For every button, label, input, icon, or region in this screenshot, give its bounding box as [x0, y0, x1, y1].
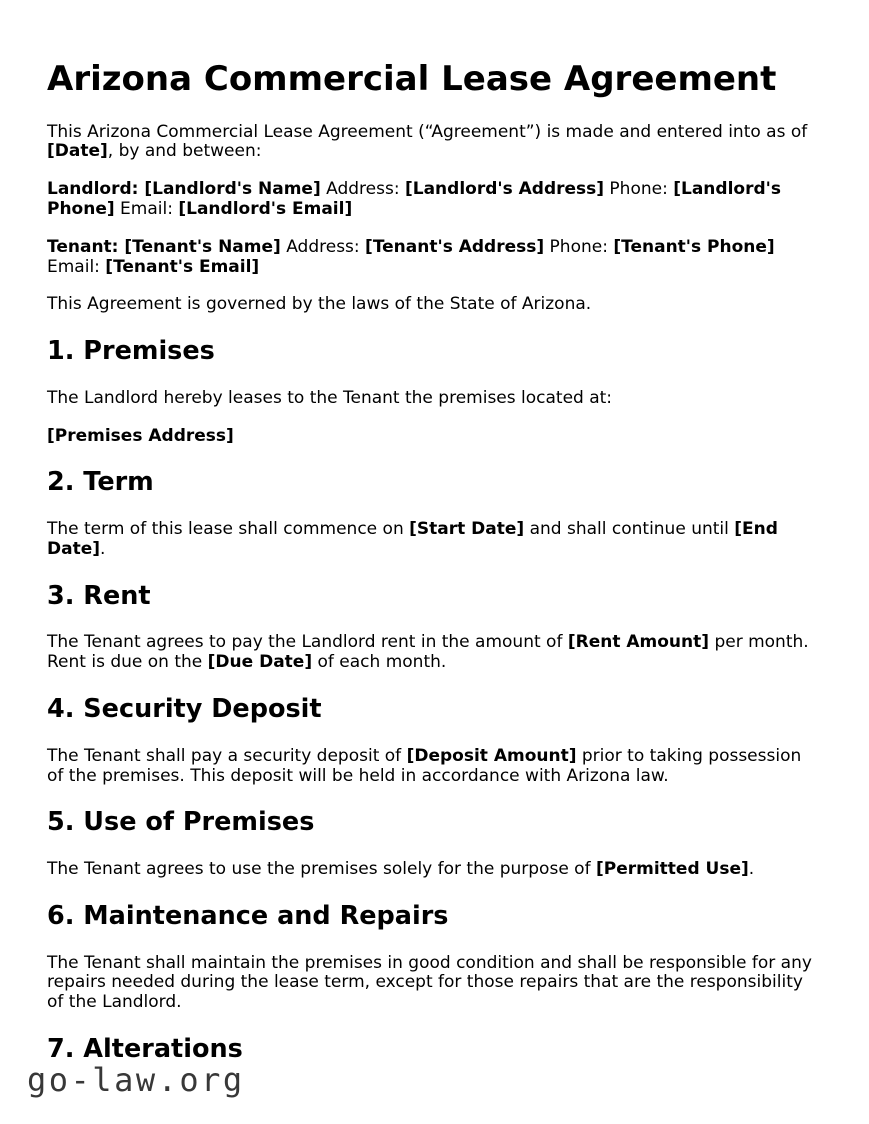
- watermark-go-law: go-law.org: [27, 1061, 245, 1099]
- bold-placeholder: [Date]: [47, 141, 108, 162]
- section-heading-term: 2. Term: [47, 467, 154, 498]
- paragraph-landlord-info: Landlord: [Landlord's Name] Address: [Landlord's Address] Phone: [Landlord's Phone] Email: [Landlord's Email]: [47, 179, 781, 219]
- bold-placeholder: [Premises Address]: [47, 425, 234, 446]
- section-heading-security-deposit: 4. Security Deposit: [47, 694, 322, 725]
- section-heading-use-of-premises: 5. Use of Premises: [47, 807, 315, 838]
- bold-placeholder: [Landlord's Address]: [404, 179, 605, 200]
- section-heading-rent: 3. Rent: [47, 580, 151, 611]
- bold-placeholder: Tenant: [Tenant's Name]: [47, 236, 281, 257]
- bold-placeholder: [Permitted Use]: [595, 859, 749, 880]
- paragraph-rent-body: The Tenant agrees to pay the Landlord rent in the amount of [Rent Amount] per month. Rent is due on the [Due Date] of each month.: [47, 632, 809, 673]
- bold-placeholder: [Due Date]: [207, 652, 313, 673]
- bold-placeholder: [Tenant's Phone]: [613, 236, 775, 257]
- section-heading-maintenance-and-repairs: 6. Maintenance and Repairs: [47, 900, 449, 931]
- bold-placeholder: [Landlord's Phone]: [47, 179, 781, 219]
- paragraph-tenant-info: Tenant: [Tenant's Name] Address: [Tenant's Address] Phone: [Tenant's Phone] Email: [Tenant's Email]: [47, 236, 775, 277]
- paragraph-security-deposit-body: The Tenant shall pay a security deposit of [Deposit Amount] prior to taking possession of the premises. This deposit will be held in accordance with Arizona law.: [47, 745, 802, 786]
- paragraph-governing-law: This Agreement is governed by the laws of the State of Arizona.: [47, 294, 592, 315]
- bold-placeholder: [Tenant's Address]: [365, 236, 545, 257]
- paragraph-maintenance-body: The Tenant shall maintain the premises in good condition and shall be responsible for any repairs needed during the lease term, except for those repairs that are the responsibility of the Landlord.: [47, 952, 812, 1013]
- bold-placeholder: [End Date]: [47, 519, 778, 559]
- paragraph-intro: This Arizona Commercial Lease Agreement (“Agreement”) is made and entered into as of [Date], by and between:: [47, 121, 808, 162]
- bold-placeholder: [Start Date]: [409, 519, 525, 540]
- paragraph-use-of-premises-body: The Tenant agrees to use the premises solely for the purpose of [Permitted Use].: [47, 859, 755, 880]
- bold-placeholder: Landlord: [Landlord's Name]: [47, 179, 321, 200]
- bold-placeholder: [Landlord's Email]: [178, 199, 353, 219]
- section-heading-premises: 1. Premises: [47, 336, 215, 367]
- paragraph-premises-address: [47, 427, 819, 447]
- section-heading-alterations: 7. Alterations: [47, 1033, 243, 1064]
- document-title: Arizona Commercial Lease Agreement: [47, 59, 777, 99]
- paragraph-premises-body: The Landlord hereby leases to the Tenant the premises located at:: [47, 387, 613, 408]
- paragraph-term-body: The term of this lease shall commence on [Start Date] and shall continue until [End Date].: [47, 519, 778, 559]
- bold-placeholder: [Rent Amount]: [567, 632, 710, 653]
- bold-placeholder: [Deposit Amount]: [406, 745, 577, 766]
- bold-placeholder: [Tenant's Email]: [105, 256, 260, 277]
